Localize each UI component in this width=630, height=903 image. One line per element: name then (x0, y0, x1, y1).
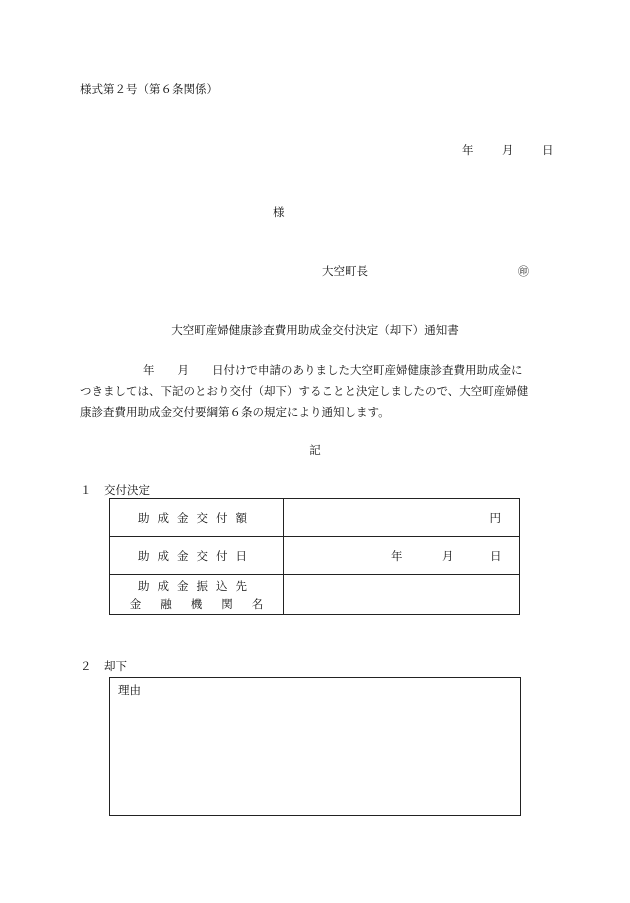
document-title: 大空町産婦健康診査費用助成金交付決定（却下）通知書 (171, 323, 459, 337)
decision-table (109, 498, 520, 615)
amount-label: 助成金交付額 (110, 499, 284, 537)
notice-body (80, 360, 555, 423)
section2-title: 却下 (104, 659, 127, 673)
seal-mark: ㊞ (518, 265, 529, 278)
body-line-1: 年 月 日付けで申請のありました大空町産婦健康診査費用助成金に (143, 363, 523, 377)
section1-number: １ (80, 483, 92, 497)
form-number: 様式第２号（第６条関係） (80, 82, 218, 96)
bank-field (284, 575, 520, 615)
payment-date-year: 年 (391, 549, 403, 563)
ki-mark: 記 (309, 443, 321, 457)
amount-field (284, 499, 520, 537)
date-month: 月 (502, 143, 514, 157)
issuer-title: 大空町長 (322, 264, 368, 278)
amount-unit: 円 (489, 511, 501, 525)
reason-label: 理由 (118, 683, 141, 697)
bank-label-line2: 金融機関名 (129, 596, 283, 611)
section2-number: ２ (80, 659, 92, 673)
bank-label (110, 575, 284, 615)
table-row (110, 499, 520, 537)
table-row (110, 575, 520, 615)
addressee-suffix: 様 (273, 205, 285, 219)
body-line-3: 康診査費用助成金交付要綱第６条の規定により通知します。 (80, 405, 390, 419)
section2-heading (80, 658, 127, 674)
rejection-reason-box (109, 677, 521, 816)
payment-date-label: 助成金交付日 (110, 537, 284, 575)
payment-date-month: 月 (442, 549, 454, 563)
date-day: 日 (542, 143, 554, 157)
section1-title: 交付決定 (104, 483, 150, 497)
date-year: 年 (462, 143, 474, 157)
payment-date-day: 日 (490, 549, 502, 563)
issue-date (462, 142, 554, 158)
section1-heading (80, 482, 150, 498)
payment-date-field (284, 537, 520, 575)
body-line-2: つきましては、下記のとおり交付（却下）することと決定しましたので、大空町産婦健 (80, 384, 529, 398)
table-row (110, 537, 520, 575)
bank-label-line1: 助成金振込先 (138, 578, 255, 593)
